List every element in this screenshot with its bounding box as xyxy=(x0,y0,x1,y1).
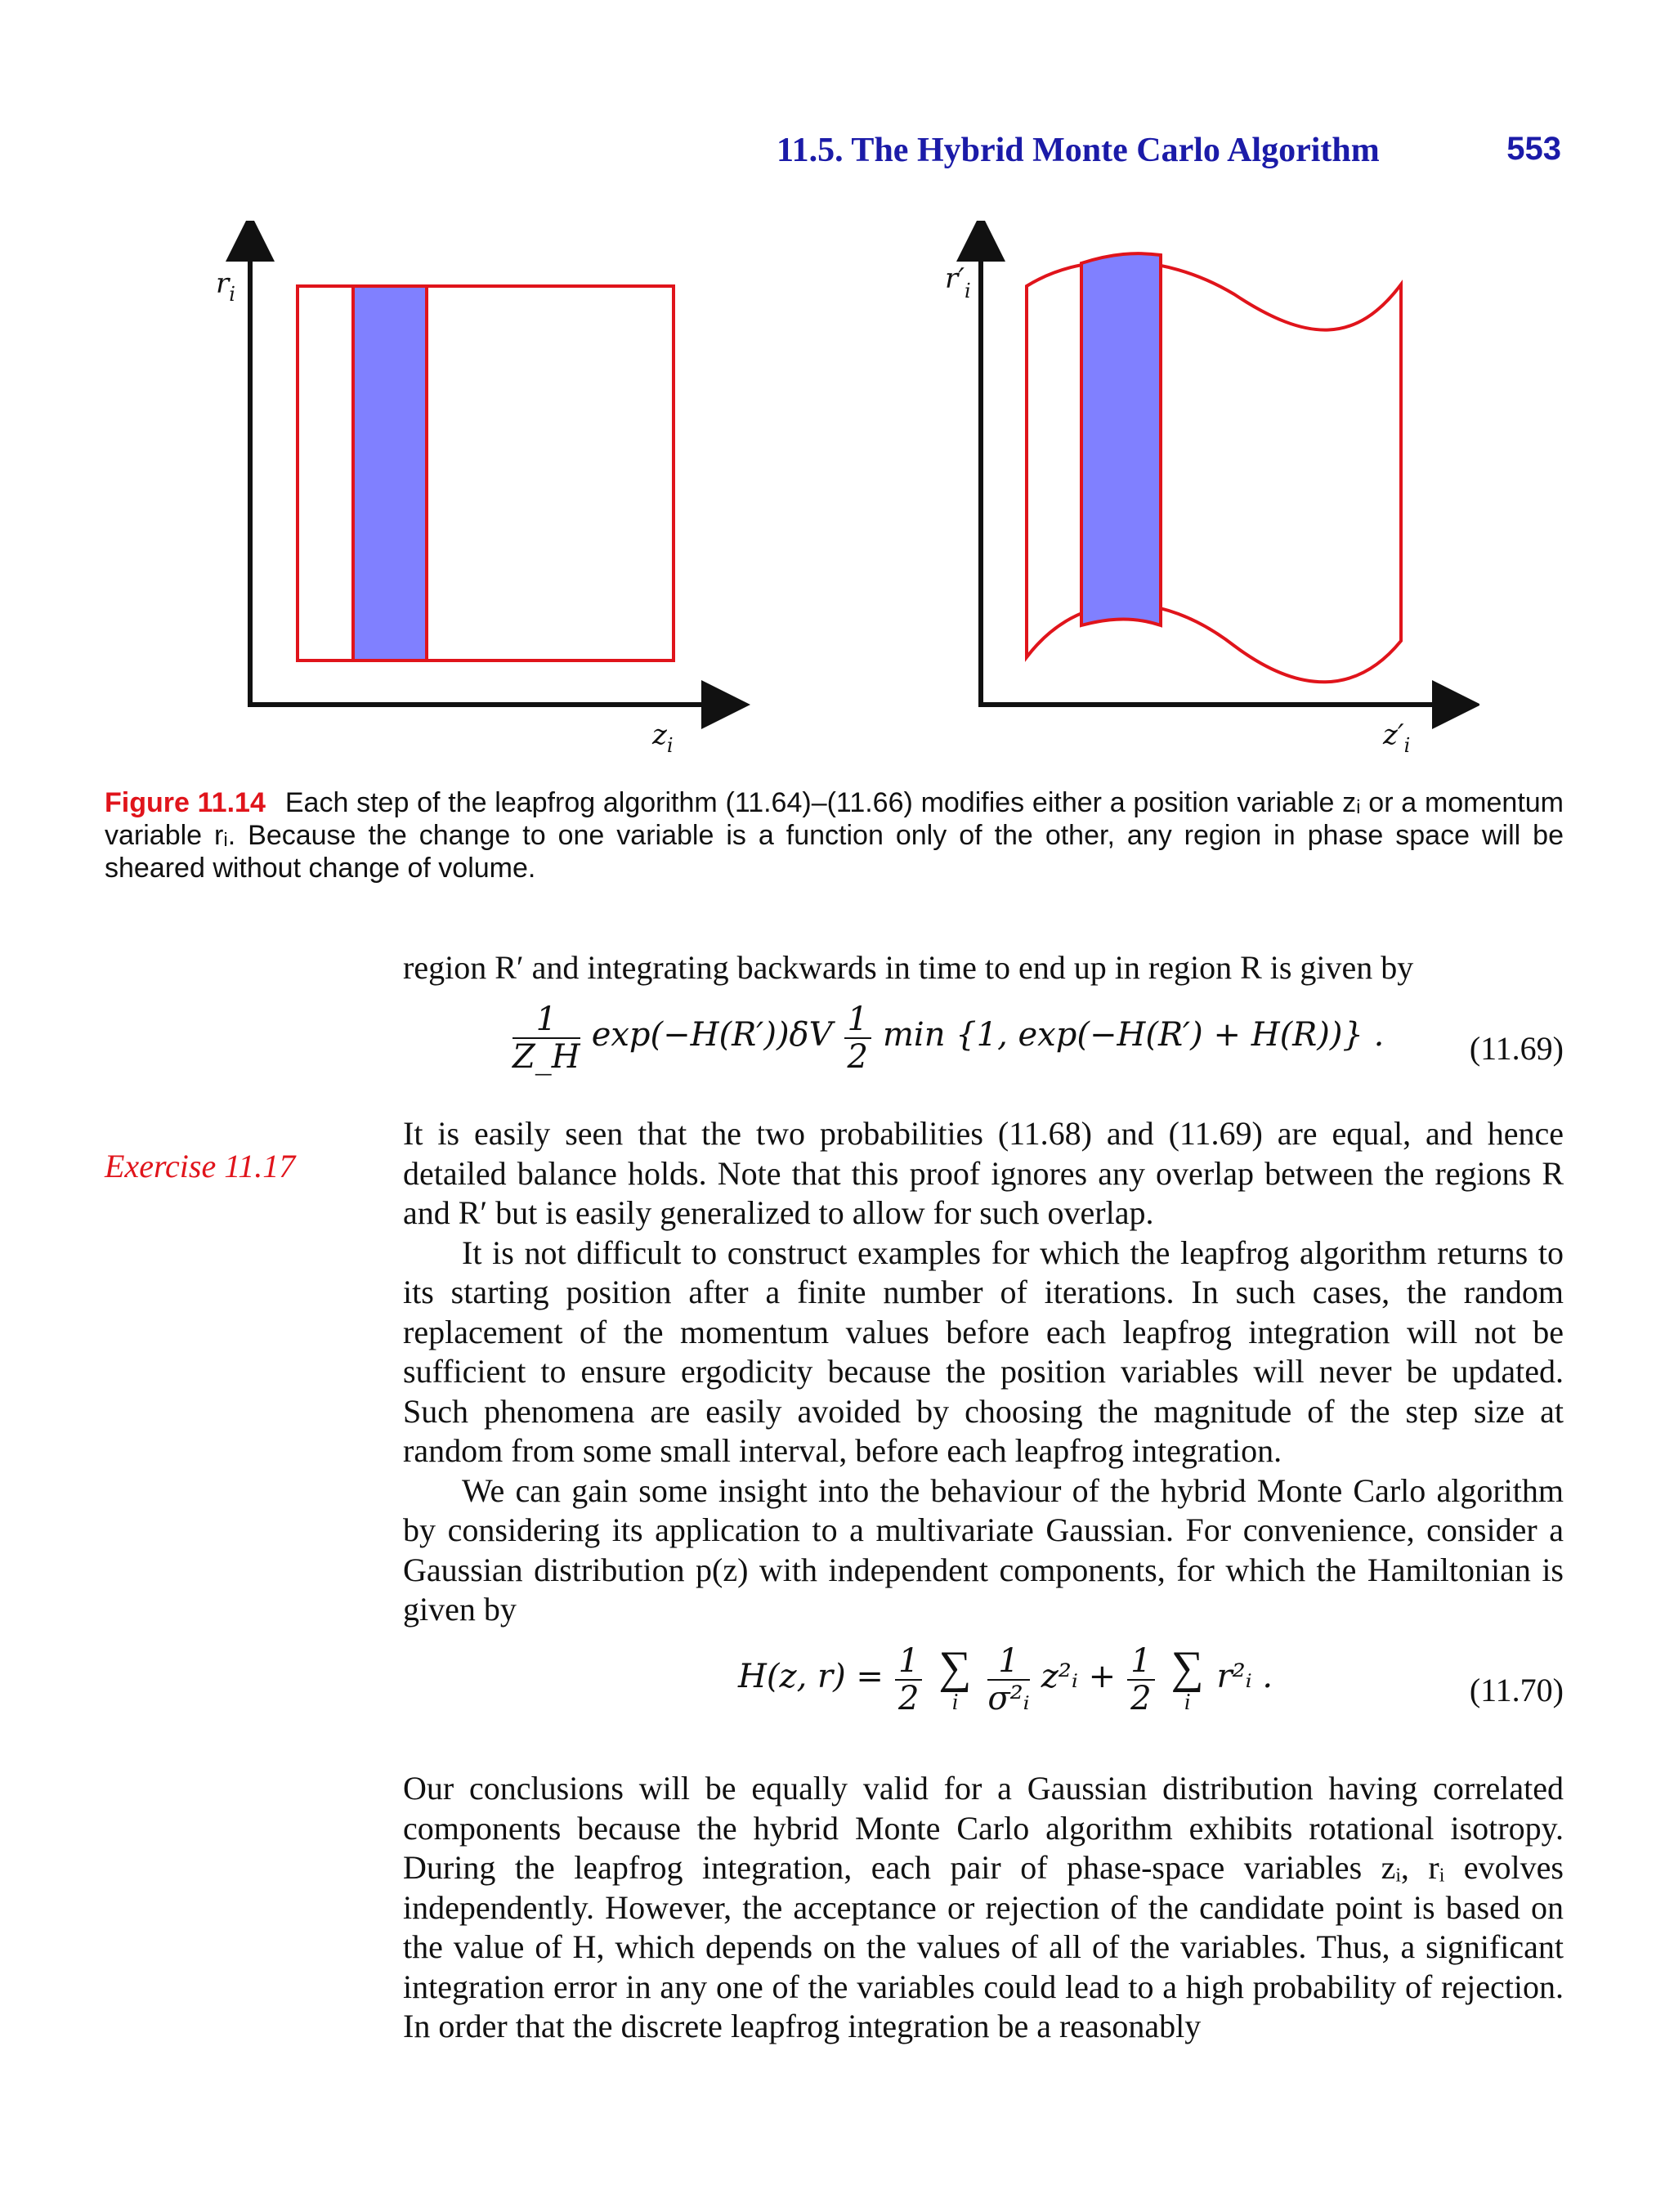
equation-11-70-body: H(z, r) = $\frac{1}{2}$ ∑ i $\frac{1}{\text{σ²ᵢ}}$ z²ᵢ + $\frac{1}{2}$ ∑ i r²ᵢ . xyxy=(738,1642,1273,1717)
fraction-1-over-zh: $\frac{1}{Z\_H}$ xyxy=(512,1001,580,1076)
paragraph-2: It is not difficult to construct examples for which the leapfrog algorithm returns to its starting position after a finite number of iterations. In such cases, the random replacement of the momentum values before each leapfrog integration will not be sufficient to ensure ergodicity because the position variables will never be updated. Such phenomena are easily avoided by choosing the magnitude of the step size at random from some small interval, before each leapfrog integration. xyxy=(403,1234,1564,1469)
page-number: 553 xyxy=(1506,131,1561,167)
right-x-axis-label: $z'_i$ xyxy=(1383,719,1411,757)
figure-number: Figure 11.14 xyxy=(105,787,266,818)
right-panel xyxy=(945,237,1457,757)
paragraph-1: It is easily seen that the two probabilities (11.68) and (11.69) are equal, and hence detailed balance holds. Note that this proof ignores any overlap between the regions R and R′ but is easily generalized to allow for such overlap. xyxy=(403,1115,1564,1231)
figure-caption xyxy=(105,786,1564,884)
exercise-margin-note: Exercise 11.17 xyxy=(105,1148,296,1184)
fraction-one-over-sigma: $\frac{1}{\text{σ²ᵢ}}$ xyxy=(987,1642,1030,1717)
equation-11-70 xyxy=(403,1643,1564,1741)
fraction-half-b: $\frac{1}{2}$ xyxy=(1127,1643,1154,1717)
equation-number-11-70: (11.70) xyxy=(1469,1672,1564,1708)
equation-11-69-body: $\frac{1}{Z\_H}$ exp(−H(R′))δV $\frac{1}{2}$ min {1, exp(−H(R′) + H(R))} . xyxy=(512,1001,1385,1076)
caption-text: Each step of the leapfrog algorithm (11.64)–(11.66) modifies either a position variable zᵢ or a momentum variable rᵢ. Because the change to one variable is a function only of the other, any region in phase space will be sheared without change of volume. xyxy=(105,787,1564,884)
fraction-half-a: $\frac{1}{2}$ xyxy=(895,1643,922,1717)
intro-line: region R′ and integrating backwards in time to end up in region R is given by xyxy=(403,949,1414,986)
figure-11-14 xyxy=(196,221,1479,768)
equation-11-69 xyxy=(403,1001,1564,1099)
paragraph-3: We can gain some insight into the behaviour of the hybrid Monte Carlo algorithm by considering its application to a multivariate Gaussian. For convenience, consider a Gaussian distribution p(z) with independent components, for which the Hamiltonian is given by xyxy=(403,1471,1564,1628)
left-panel xyxy=(216,237,726,757)
section-title: 11.5. The Hybrid Monte Carlo Algorithm xyxy=(777,132,1380,169)
fraction-one-half: $\frac{1}{2}$ xyxy=(844,1001,871,1075)
running-head xyxy=(0,131,1674,180)
summation-1: ∑ i xyxy=(938,1642,972,1715)
paragraph-4: Our conclusions will be equally valid for a Gaussian distribution having correlated components because the hybrid Monte Carlo algorithm exhibits rotational isotropy. During the leapfrog integration, each pair of phase-space variables zᵢ, rᵢ evolves independently. However, the acceptance or rejection of the candidate point is based on the value of H, which depends on the values of all of the variables. Thus, a significant integration error in any one of the variables could lead to a high probability of rejection. In order that the discrete leapfrog integration be a reasonably xyxy=(403,1770,1564,2044)
body-paragraphs xyxy=(403,1114,1564,1630)
sheared-shaded-strip xyxy=(1081,253,1161,625)
left-x-axis-label: $z_i$ xyxy=(652,719,674,757)
right-y-axis-label: $r'_i$ xyxy=(945,262,971,302)
final-paragraph xyxy=(403,1769,1564,2047)
equation-number-11-69: (11.69) xyxy=(1469,1030,1564,1067)
summation-2: ∑ i xyxy=(1170,1642,1204,1715)
left-y-axis-label: $r_i$ xyxy=(216,267,235,306)
shaded-strip xyxy=(353,286,427,660)
